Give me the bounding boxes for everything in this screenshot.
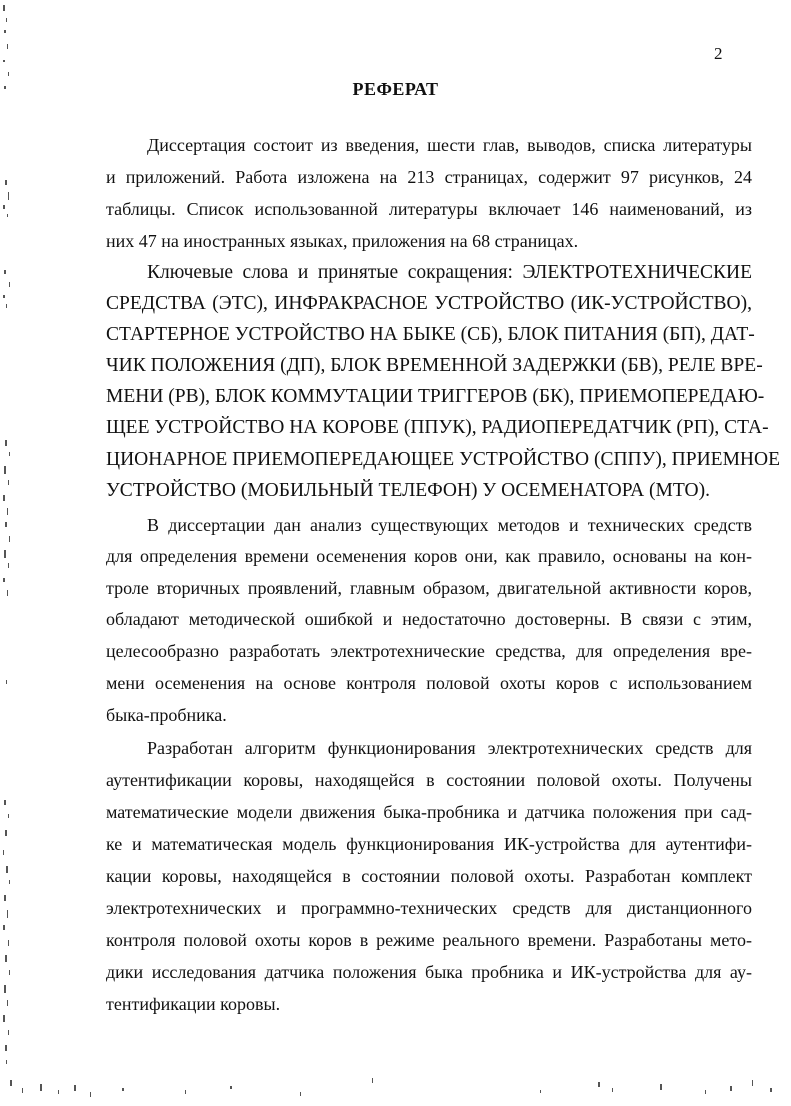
paragraph-4-line-1: Разработан алгоритм функционирования электротехнических средств для — [147, 738, 752, 758]
paragraph-4-line-7: контроля половой охоты коров в режиме реального времени. Разработаны мето- — [106, 930, 752, 950]
paragraph-3-line-2: для определения времени осеменения коров они, как правило, основаны на кон- — [106, 546, 752, 566]
paragraph-1-line-4: них 47 на иностранных языках, приложения на 68 страницах. — [106, 231, 579, 251]
paragraph-3-line-7: быка-пробника. — [106, 705, 227, 725]
page-title: РЕФЕРАТ — [352, 79, 439, 99]
keywords-line-8: УСТРОЙСТВО (МОБИЛЬНЫЙ ТЕЛЕФОН) У ОСЕМЕНАТОРА (МТО). — [106, 480, 710, 501]
keywords-line-7: ЦИОНАРНОЕ ПРИЕМОПЕРЕДАЮЩЕЕ УСТРОЙСТВО (СППУ), ПРИЕМНОЕ — [106, 449, 780, 470]
paragraph-3-line-1: В диссертации дан анализ существующих методов и технических средств — [147, 515, 752, 535]
paragraph-4-line-2: аутентификации коровы, находящейся в состоянии половой охоты. Получены — [106, 770, 752, 790]
paragraph-1-line-2: и приложений. Работа изложена на 213 страницах, содержит 97 рисунков, 24 — [106, 167, 752, 187]
keywords-line-3: СТАРТЕРНОЕ УСТРОЙСТВО НА БЫКЕ (СБ), БЛОК ПИТАНИЯ (БП), ДАТ- — [106, 324, 755, 345]
keywords-line-1: Ключевые слова и принятые сокращения: ЭЛЕКТРОТЕХНИЧЕСКИЕ — [147, 262, 752, 283]
keywords-line-4: ЧИК ПОЛОЖЕНИЯ (ДП), БЛОК ВРЕМЕННОЙ ЗАДЕРЖКИ (БВ), РЕЛЕ ВРЕ- — [106, 355, 763, 376]
keywords-line-6: ЩЕЕ УСТРОЙСТВО НА КОРОВЕ (ППУК), РАДИОПЕРЕДАТЧИК (РП), СТА- — [106, 417, 769, 438]
paragraph-3-line-4: обладают методической ошибкой и недостаточно достоверны. В связи с этим, — [106, 609, 752, 629]
paragraph-1-line-1: Диссертация состоит из введения, шести глав, выводов, списка литературы — [147, 135, 752, 155]
paragraph-1-line-3: таблицы. Список использованной литературы включает 146 наименований, из — [106, 199, 752, 219]
paragraph-4-line-6: электротехнических и программно-технических средств для дистанционного — [106, 898, 752, 918]
page-number: 2 — [714, 44, 723, 63]
paragraph-4-line-4: ке и математическая модель функционирования ИК-устройства для аутентифи- — [106, 834, 752, 854]
paragraph-3-line-5: целесообразно разработать электротехнические средства, для определения вре- — [106, 641, 752, 661]
paragraph-3-line-3: троле вторичных проявлений, главным образом, двигательной активности коров, — [106, 578, 752, 598]
keywords-line-5: МЕНИ (РВ), БЛОК КОММУТАЦИИ ТРИГГЕРОВ (БК), ПРИЕМОПЕРЕДАЮ- — [106, 386, 765, 407]
paragraph-4-line-5: кации коровы, находящейся в состоянии половой охоты. Разработан комплект — [106, 866, 752, 886]
paragraph-4-line-8: дики исследования датчика положения быка пробника и ИК-устройства для ау- — [106, 962, 752, 982]
paragraph-4-line-9: тентификации коровы. — [106, 994, 281, 1014]
keywords-line-2: СРЕДСТВА (ЭТС), ИНФРАКРАСНОЕ УСТРОЙСТВО (ИК-УСТРОЙСТВО), — [106, 293, 752, 314]
paragraph-3-line-6: мени осеменения на основе контроля половой охоты коров с использованием — [106, 673, 752, 693]
paragraph-4-line-3: математические модели движения быка-пробника и датчика положения при сад- — [106, 802, 752, 822]
